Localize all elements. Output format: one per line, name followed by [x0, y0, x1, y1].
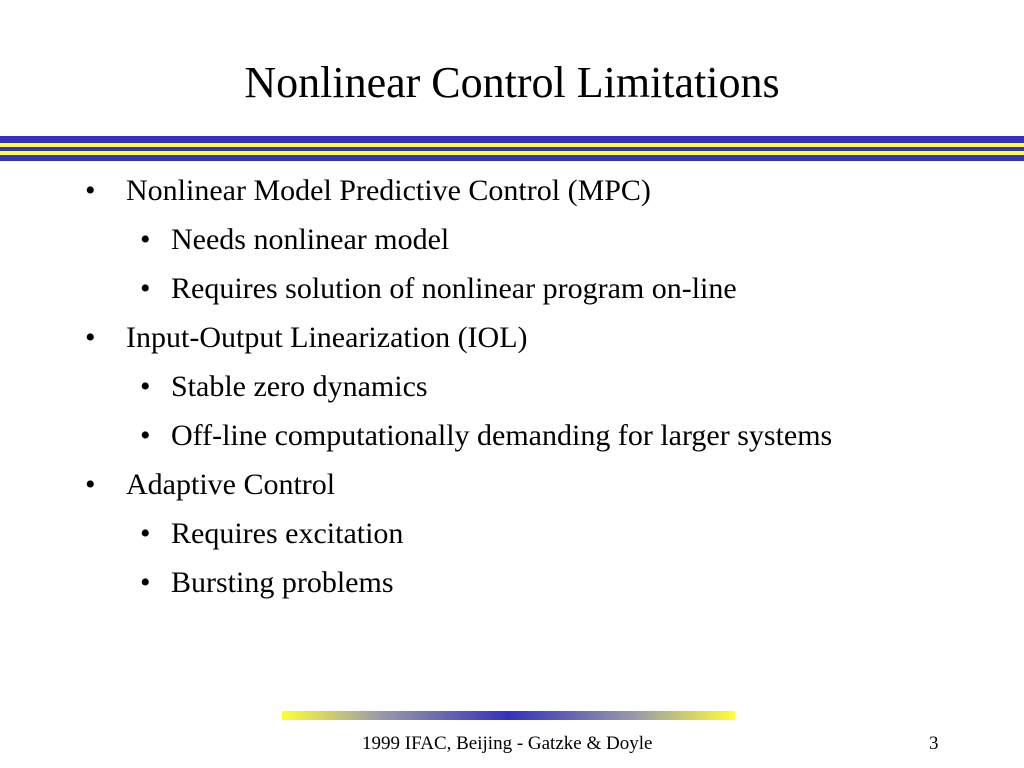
- stripe-blue-top: [0, 136, 1024, 143]
- bullet-dot: •: [140, 370, 151, 403]
- sub-bullet-text: Needs nonlinear model: [171, 223, 450, 256]
- header-stripes: [0, 136, 1024, 162]
- bullet-dot: •: [140, 223, 151, 256]
- sub-bullet-text: Requires excitation: [171, 517, 404, 550]
- footer-gradient-bar: [282, 711, 735, 720]
- sub-bullet-text: Off-line computationally demanding for larger systems: [171, 419, 833, 452]
- sub-bullet-text: Bursting problems: [171, 566, 394, 599]
- bullet-dot: •: [140, 272, 151, 305]
- bullet-dot: •: [140, 566, 151, 599]
- bullet-dot: •: [85, 321, 96, 354]
- bullet-dot: •: [140, 517, 151, 550]
- page-number: 3: [929, 733, 939, 754]
- bullet-text: Adaptive Control: [126, 468, 336, 501]
- slide-title: Nonlinear Control Limitations: [244, 58, 780, 107]
- sub-bullet-text: Requires solution of nonlinear program on-line: [171, 272, 737, 305]
- bullet-dot: •: [85, 468, 96, 501]
- bullet-text: Input-Output Linearization (IOL): [126, 321, 528, 354]
- stripe-blue-bottom: [0, 155, 1024, 161]
- bullet-dot: •: [140, 419, 151, 452]
- footer-text: 1999 IFAC, Beijing - Gatzke & Doyle: [362, 733, 653, 754]
- bullet-text: Nonlinear Model Predictive Control (MPC): [126, 174, 651, 207]
- bullet-dot: •: [85, 174, 96, 207]
- sub-bullet-text: Stable zero dynamics: [171, 370, 428, 403]
